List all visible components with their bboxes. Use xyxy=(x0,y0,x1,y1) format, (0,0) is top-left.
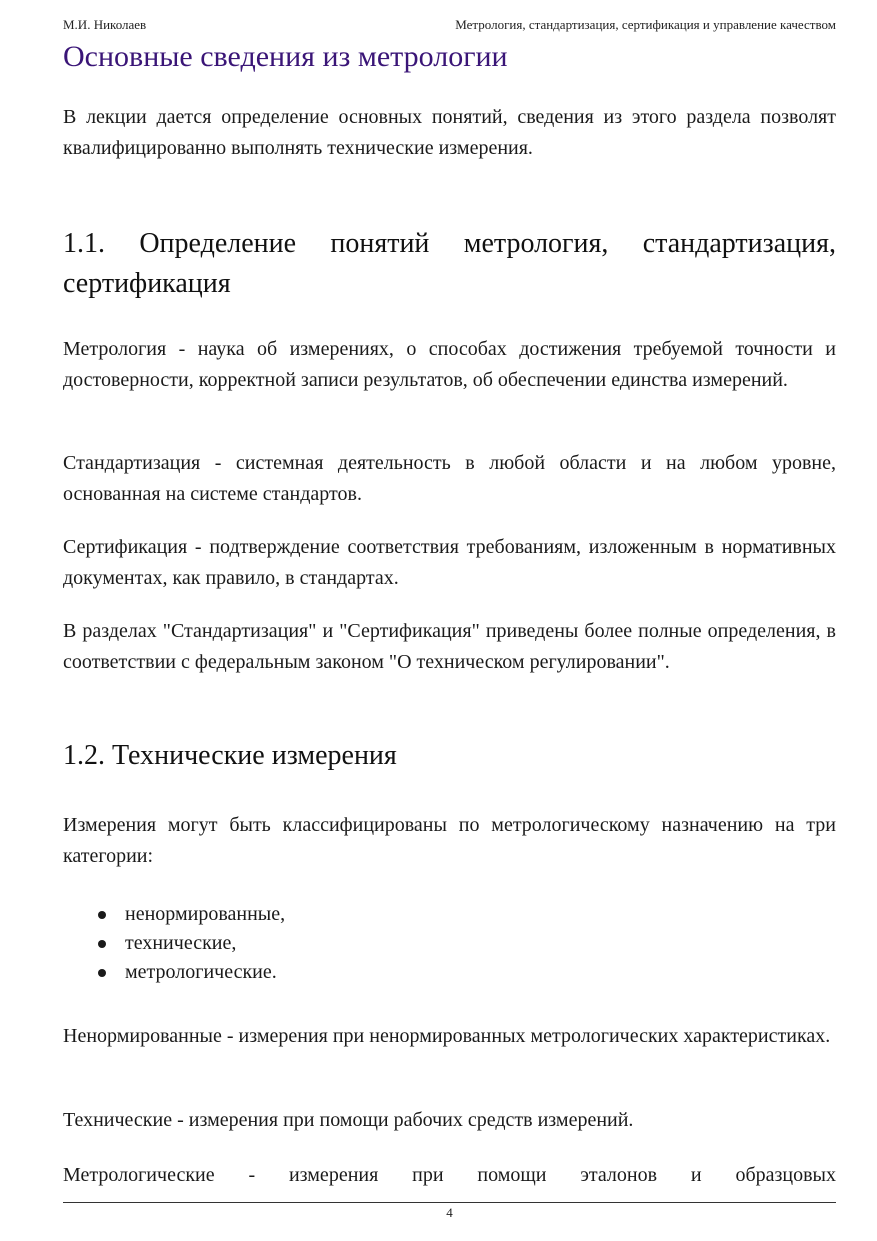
intro-paragraph: В лекции дается определение основных понятий, сведения из этого раздела позволят квалифицированно выполнять технические измерения. xyxy=(63,106,836,159)
footer-divider xyxy=(63,1202,836,1203)
page-number: 4 xyxy=(446,1205,453,1220)
paragraph-metrological: Метрологические - измерения при помощи эталонов и образцовых xyxy=(63,1164,836,1186)
bullet-icon xyxy=(98,940,106,948)
section-heading-1-2: 1.2. Технические измерения xyxy=(63,740,397,771)
paragraph-categories-intro: Измерения могут быть классифицированы по метрологическому назначению на три категории: xyxy=(63,814,836,867)
categories-list xyxy=(63,900,763,987)
bullet-icon xyxy=(98,911,106,919)
paragraph-certification: Сертификация - подтверждение соответствия требованиям, изложенным в нормативных документах, как правило, в стандартах. xyxy=(63,536,836,589)
header-author: М.И. Николаев xyxy=(63,17,147,32)
list-item: метрологические. xyxy=(63,958,763,987)
paragraph-unnormalized: Ненормированные - измерения при ненормированных метрологических характеристиках. xyxy=(63,1025,831,1047)
paragraph-metrology: Метрология - наука об измерениях, о способах достижения требуемой точности и достоверности, корректной записи результатов, об обеспечении единства измерений. xyxy=(63,338,836,391)
list-item: технические, xyxy=(63,929,763,958)
bullet-icon xyxy=(98,969,106,977)
paragraph-law-reference: В разделах "Стандартизация" и "Сертификация" приведены более полные определения, в соответствии с федеральным законом "О техническом регулировании". xyxy=(63,620,836,673)
header-course-title: Метрология, стандартизация, сертификация и управление качеством xyxy=(455,17,836,32)
paragraph-standardization: Стандартизация - системная деятельность в любой области и на любом уровне, основанная на системе стандартов. xyxy=(63,452,836,505)
paragraph-technical: Технические - измерения при помощи рабочих средств измерений. xyxy=(63,1109,634,1131)
list-item: ненормированные, xyxy=(63,900,763,929)
page-title: Основные сведения из метрологии xyxy=(63,40,508,73)
page-header xyxy=(63,17,836,35)
section-heading-1-1: 1.1. Определение понятий метрология, стандартизация, сертификация xyxy=(63,228,836,299)
